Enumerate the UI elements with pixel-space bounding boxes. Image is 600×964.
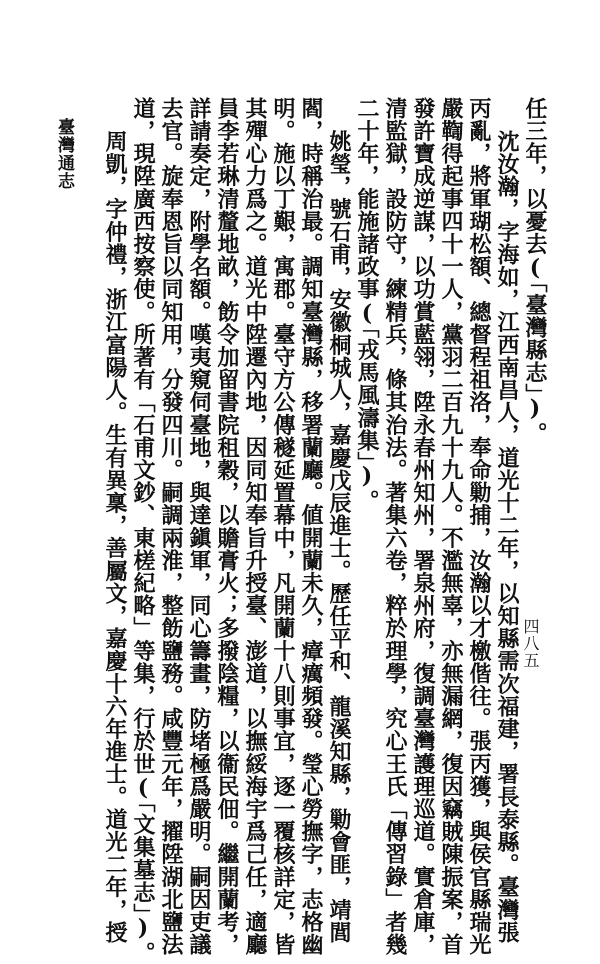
text-column: 二十年，能施諸政事(「戎馬風濤集」)。 (354, 97, 380, 513)
text-column: 姚瑩，號石甫，安徽桐城人，嘉慶戊辰進士。歷任平和、龍溪知縣，勦會匪，靖閭 (326, 130, 352, 944)
text-column: 清監獄，設防守，練精兵，條其治法。著集六卷，粹於理學，究心王氏「傳習錄」者幾 (382, 97, 408, 956)
page-number: 四八五 (521, 618, 540, 669)
text-column: 道，現陞廣西按察使。所著有「石甫文鈔、東槎紀略」等集，行於世(「文集墓志」)。 (130, 97, 156, 964)
text-column: 發許寶成逆謀，以功賞藍翎，陞永春州知州，署泉州府，復調臺灣護理巡道。實倉庫， (410, 97, 436, 956)
text-column: 閻，時稱治最。調知臺灣縣，移署蘭廳。値開蘭未久，瘴癘頻發。瑩心勞撫字，志格幽 (298, 97, 324, 956)
text-column: 任三年，以憂去(「臺灣縣志」)。 (522, 97, 548, 445)
text-column: 沈汝瀚，字海如，江西南昌人，道光十二年，以知縣需次福建，署長泰縣。臺灣張 (494, 130, 520, 944)
text-column: 嚴鞫得起事四十一人，黨羽二百九十九人。不濫無辜，亦無漏網，復因竊賊陳振案，首 (438, 97, 464, 956)
text-column: 去官。旋奉恩旨以同知用，分發四川。嗣調兩淮，整飭鹽務。咸豐元年，擢陞湖北鹽法 (158, 97, 184, 956)
text-column: 員李若琳清釐地畝，飭令加留書院租穀，以贍膏火；多撥陰糧，以衞民佃。繼開蘭考， (214, 97, 240, 956)
text-column: 周凱，字仲禮，浙江富陽人。生有異稟，善屬文，嘉慶十六年進士。道光二年，授 (102, 130, 128, 944)
running-head: 臺灣通志 (54, 118, 74, 190)
text-column: 明。施以丁艱，寓郡。臺守方公傳穟延置幕中，凡開蘭十八則事宜，逐一覆核詳定，皆 (270, 97, 296, 956)
text-column: 詳請奏定，附學名額。嘆夷窺伺臺地，與達鎭軍，同心籌畫，防堵極爲嚴明。嗣因吏議 (186, 97, 212, 956)
text-column: 其殫心力爲之。道光中陞遷內地，因同知奉旨升授臺、澎道，以撫綏海宇爲己任，適廳 (242, 97, 268, 956)
text-column: 丙亂，將軍瑚松額、總督程祖洛，奉命勦捕，汝瀚以才檄偕往。張丙獲，與侯官縣瑞光 (466, 97, 492, 956)
